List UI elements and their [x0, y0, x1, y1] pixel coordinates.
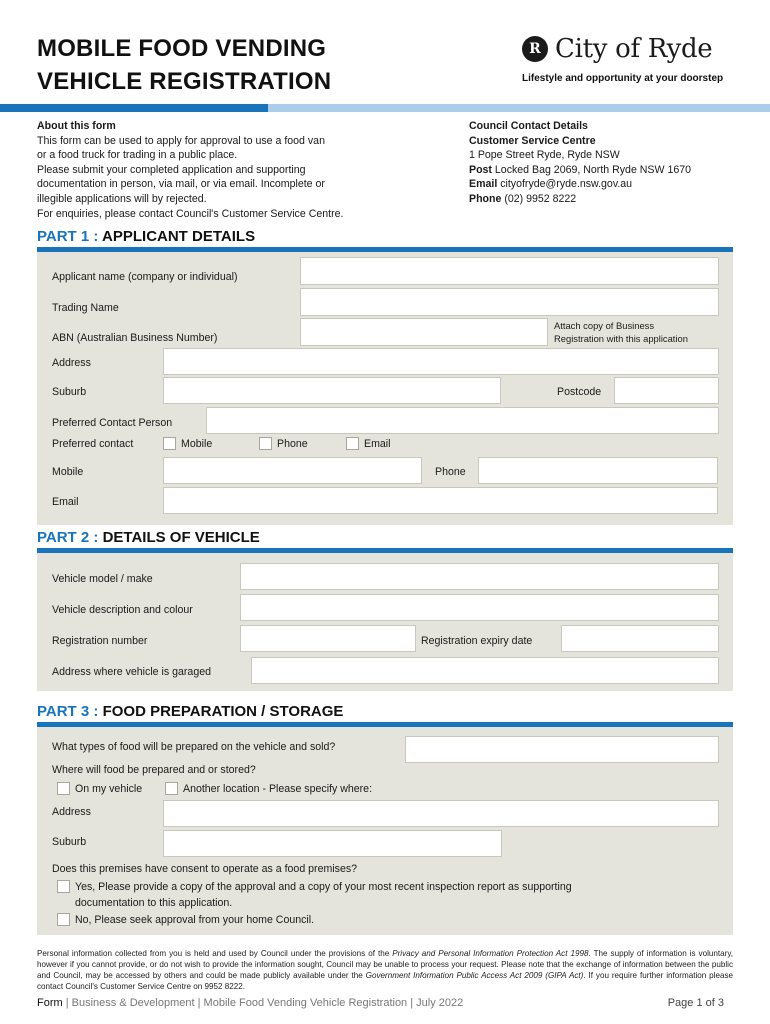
about-line: illegible applications will by rejected. [37, 192, 207, 205]
applicant-name-field[interactable] [300, 257, 719, 285]
gipa-act-name: Government Information Public Access Act 2009 (GIPA Act) [365, 971, 584, 980]
part3-heading [37, 703, 343, 720]
trading-name-label: Trading Name [52, 302, 119, 314]
contact-centre: Customer Service Centre [469, 134, 596, 147]
part2-heading [37, 529, 260, 546]
vehicle-description-label: Vehicle description and colour [52, 604, 193, 616]
about-line: For enquiries, please contact Council's Customer Service Centre. [37, 207, 344, 220]
footer-doc: Mobile Food Vending Vehicle Registration [203, 997, 408, 1009]
garaged-address-field[interactable] [251, 657, 719, 684]
footer-separator: | [407, 997, 417, 1009]
about-line: or a food truck for trading in a public place. [37, 149, 238, 162]
preferred-contact-label: Preferred contact [52, 438, 134, 450]
postcode-label: Postcode [557, 386, 602, 398]
email-checkbox[interactable] [346, 437, 359, 450]
mobile-field[interactable] [163, 457, 422, 484]
footer-separator: | [194, 997, 204, 1009]
privacy-notice [37, 948, 733, 992]
garaged-address-label: Address where vehicle is garaged [52, 666, 211, 678]
phone-value: (02) 9952 8222 [501, 192, 577, 205]
contact-person-label: Preferred Contact Person [52, 417, 173, 429]
another-location-label: Another location - Please specify where: [183, 783, 373, 795]
part3-number: PART 3 : [37, 703, 99, 720]
vehicle-model-label: Vehicle model / make [52, 573, 153, 585]
about-heading: About this form [37, 120, 116, 132]
abn-note [554, 319, 688, 345]
abn-label: ABN (Australian Business Number) [52, 332, 218, 344]
part1-heading [37, 228, 255, 245]
privacy-text: . If you require further information please contact Council's Customer Service Centre on 9952 8222. [37, 971, 734, 991]
abn-note-line: Registration with this application [554, 333, 688, 344]
post-value: Locked Bag 2069, North Ryde NSW 1670 [491, 163, 692, 176]
consent-question: Does this premises have consent to operate as a food premises? [52, 863, 358, 875]
premises-suburb-label: Suburb [52, 836, 87, 848]
registration-expiry-field[interactable] [561, 625, 719, 652]
contact-address: 1 Pope Street Ryde, Ryde NSW [469, 149, 620, 162]
applicant-name-label: Applicant name (company or individual) [52, 271, 238, 283]
phone-label: Phone [469, 192, 502, 205]
phone-label: Phone [435, 466, 466, 478]
phone-checkbox[interactable] [259, 437, 272, 450]
mobile-option-label: Mobile [181, 438, 213, 450]
city-of-ryde-logo [522, 34, 712, 64]
privacy-text: . The supply of information is voluntary, however if you cannot provide, or do not wish to provide the information sought, Council may be unable to process your request. Please note that the exchange of information between the public and Council, may be accessed by others and could be made publicly available under the [37, 949, 734, 980]
premises-address-field[interactable] [163, 800, 719, 827]
part2-title: DETAILS OF VEHICLE [98, 529, 260, 546]
privacy-text: Personal information collected from you is held and used by Council under the provisions of the [37, 949, 393, 958]
food-types-field[interactable] [405, 736, 719, 763]
premises-suburb-field[interactable] [163, 830, 502, 857]
phone-option-label: Phone [277, 438, 308, 450]
phone-field[interactable] [478, 457, 718, 484]
footer-category: Business & Development [71, 997, 195, 1009]
trading-name-field[interactable] [300, 288, 719, 316]
consent-no-checkbox[interactable] [57, 913, 70, 926]
vehicle-model-field[interactable] [240, 563, 719, 590]
suburb-label: Suburb [52, 386, 87, 398]
contact-heading: Council Contact Details [469, 120, 588, 132]
email-label: Email [469, 178, 498, 191]
consent-yes-label: Yes, Please provide a copy of the approval and a copy of your most recent inspection report as supporting [75, 881, 572, 893]
another-location-checkbox[interactable] [165, 782, 178, 795]
header-divider [0, 104, 770, 112]
logo-text: City of Ryde [555, 34, 713, 64]
suburb-field[interactable] [163, 377, 501, 404]
tagline: Lifestyle and opportunity at your doorstep [522, 73, 724, 84]
about-line: documentation in person, via mail, or via email. Incomplete or [37, 178, 325, 191]
part1-title: APPLICANT DETAILS [98, 228, 256, 245]
registration-expiry-label: Registration expiry date [421, 635, 533, 647]
consent-yes-label-cont: documentation to this application. [75, 897, 233, 909]
post-label: Post [469, 163, 492, 176]
footer-separator: | [62, 997, 72, 1009]
address-label: Address [52, 357, 91, 369]
part2-number: PART 2 : [37, 529, 99, 546]
page-number: Page 1 of 3 [667, 997, 724, 1009]
form-title [37, 32, 331, 98]
postcode-field[interactable] [614, 377, 719, 404]
consent-no-label: No, Please seek approval from your home Council. [75, 914, 315, 926]
abn-note-line: Attach copy of Business [554, 320, 655, 331]
about-section [37, 119, 437, 221]
contact-person-field[interactable] [206, 407, 719, 434]
email-value[interactable]: cityofryde@ryde.nsw.gov.au [497, 178, 633, 191]
address-field[interactable] [163, 348, 719, 375]
email-field-label: Email [52, 496, 79, 508]
email-option-label: Email [364, 438, 391, 450]
on-vehicle-checkbox[interactable] [57, 782, 70, 795]
logo-mark-icon: R [522, 36, 548, 62]
on-vehicle-label: On my vehicle [75, 783, 143, 795]
vehicle-description-field[interactable] [240, 594, 719, 621]
food-types-label: What types of food will be prepared on the vehicle and sold? [52, 741, 336, 753]
part1-number: PART 1 : [37, 228, 99, 245]
consent-yes-checkbox[interactable] [57, 880, 70, 893]
about-line: Please submit your completed application and supporting [37, 163, 306, 176]
footer [37, 997, 463, 1009]
contact-section [469, 119, 769, 207]
registration-number-field[interactable] [240, 625, 416, 652]
premises-address-label: Address [52, 806, 91, 818]
footer-form: Form [37, 997, 63, 1009]
privacy-act-name: Privacy and Personal Information Protection Act 1998 [392, 949, 589, 958]
title-line-1: MOBILE FOOD VENDING [37, 35, 327, 62]
food-location-question: Where will food be prepared and or stored? [52, 764, 256, 776]
part3-title: FOOD PREPARATION / STORAGE [98, 703, 344, 720]
email-field[interactable] [163, 487, 718, 514]
mobile-label: Mobile [52, 466, 84, 478]
footer-date: July 2022 [416, 997, 464, 1009]
registration-number-label: Registration number [52, 635, 148, 647]
abn-field[interactable] [300, 318, 548, 346]
mobile-checkbox[interactable] [163, 437, 176, 450]
title-line-2: VEHICLE REGISTRATION [37, 68, 332, 95]
about-line: This form can be used to apply for approval to use a food van [37, 134, 325, 147]
